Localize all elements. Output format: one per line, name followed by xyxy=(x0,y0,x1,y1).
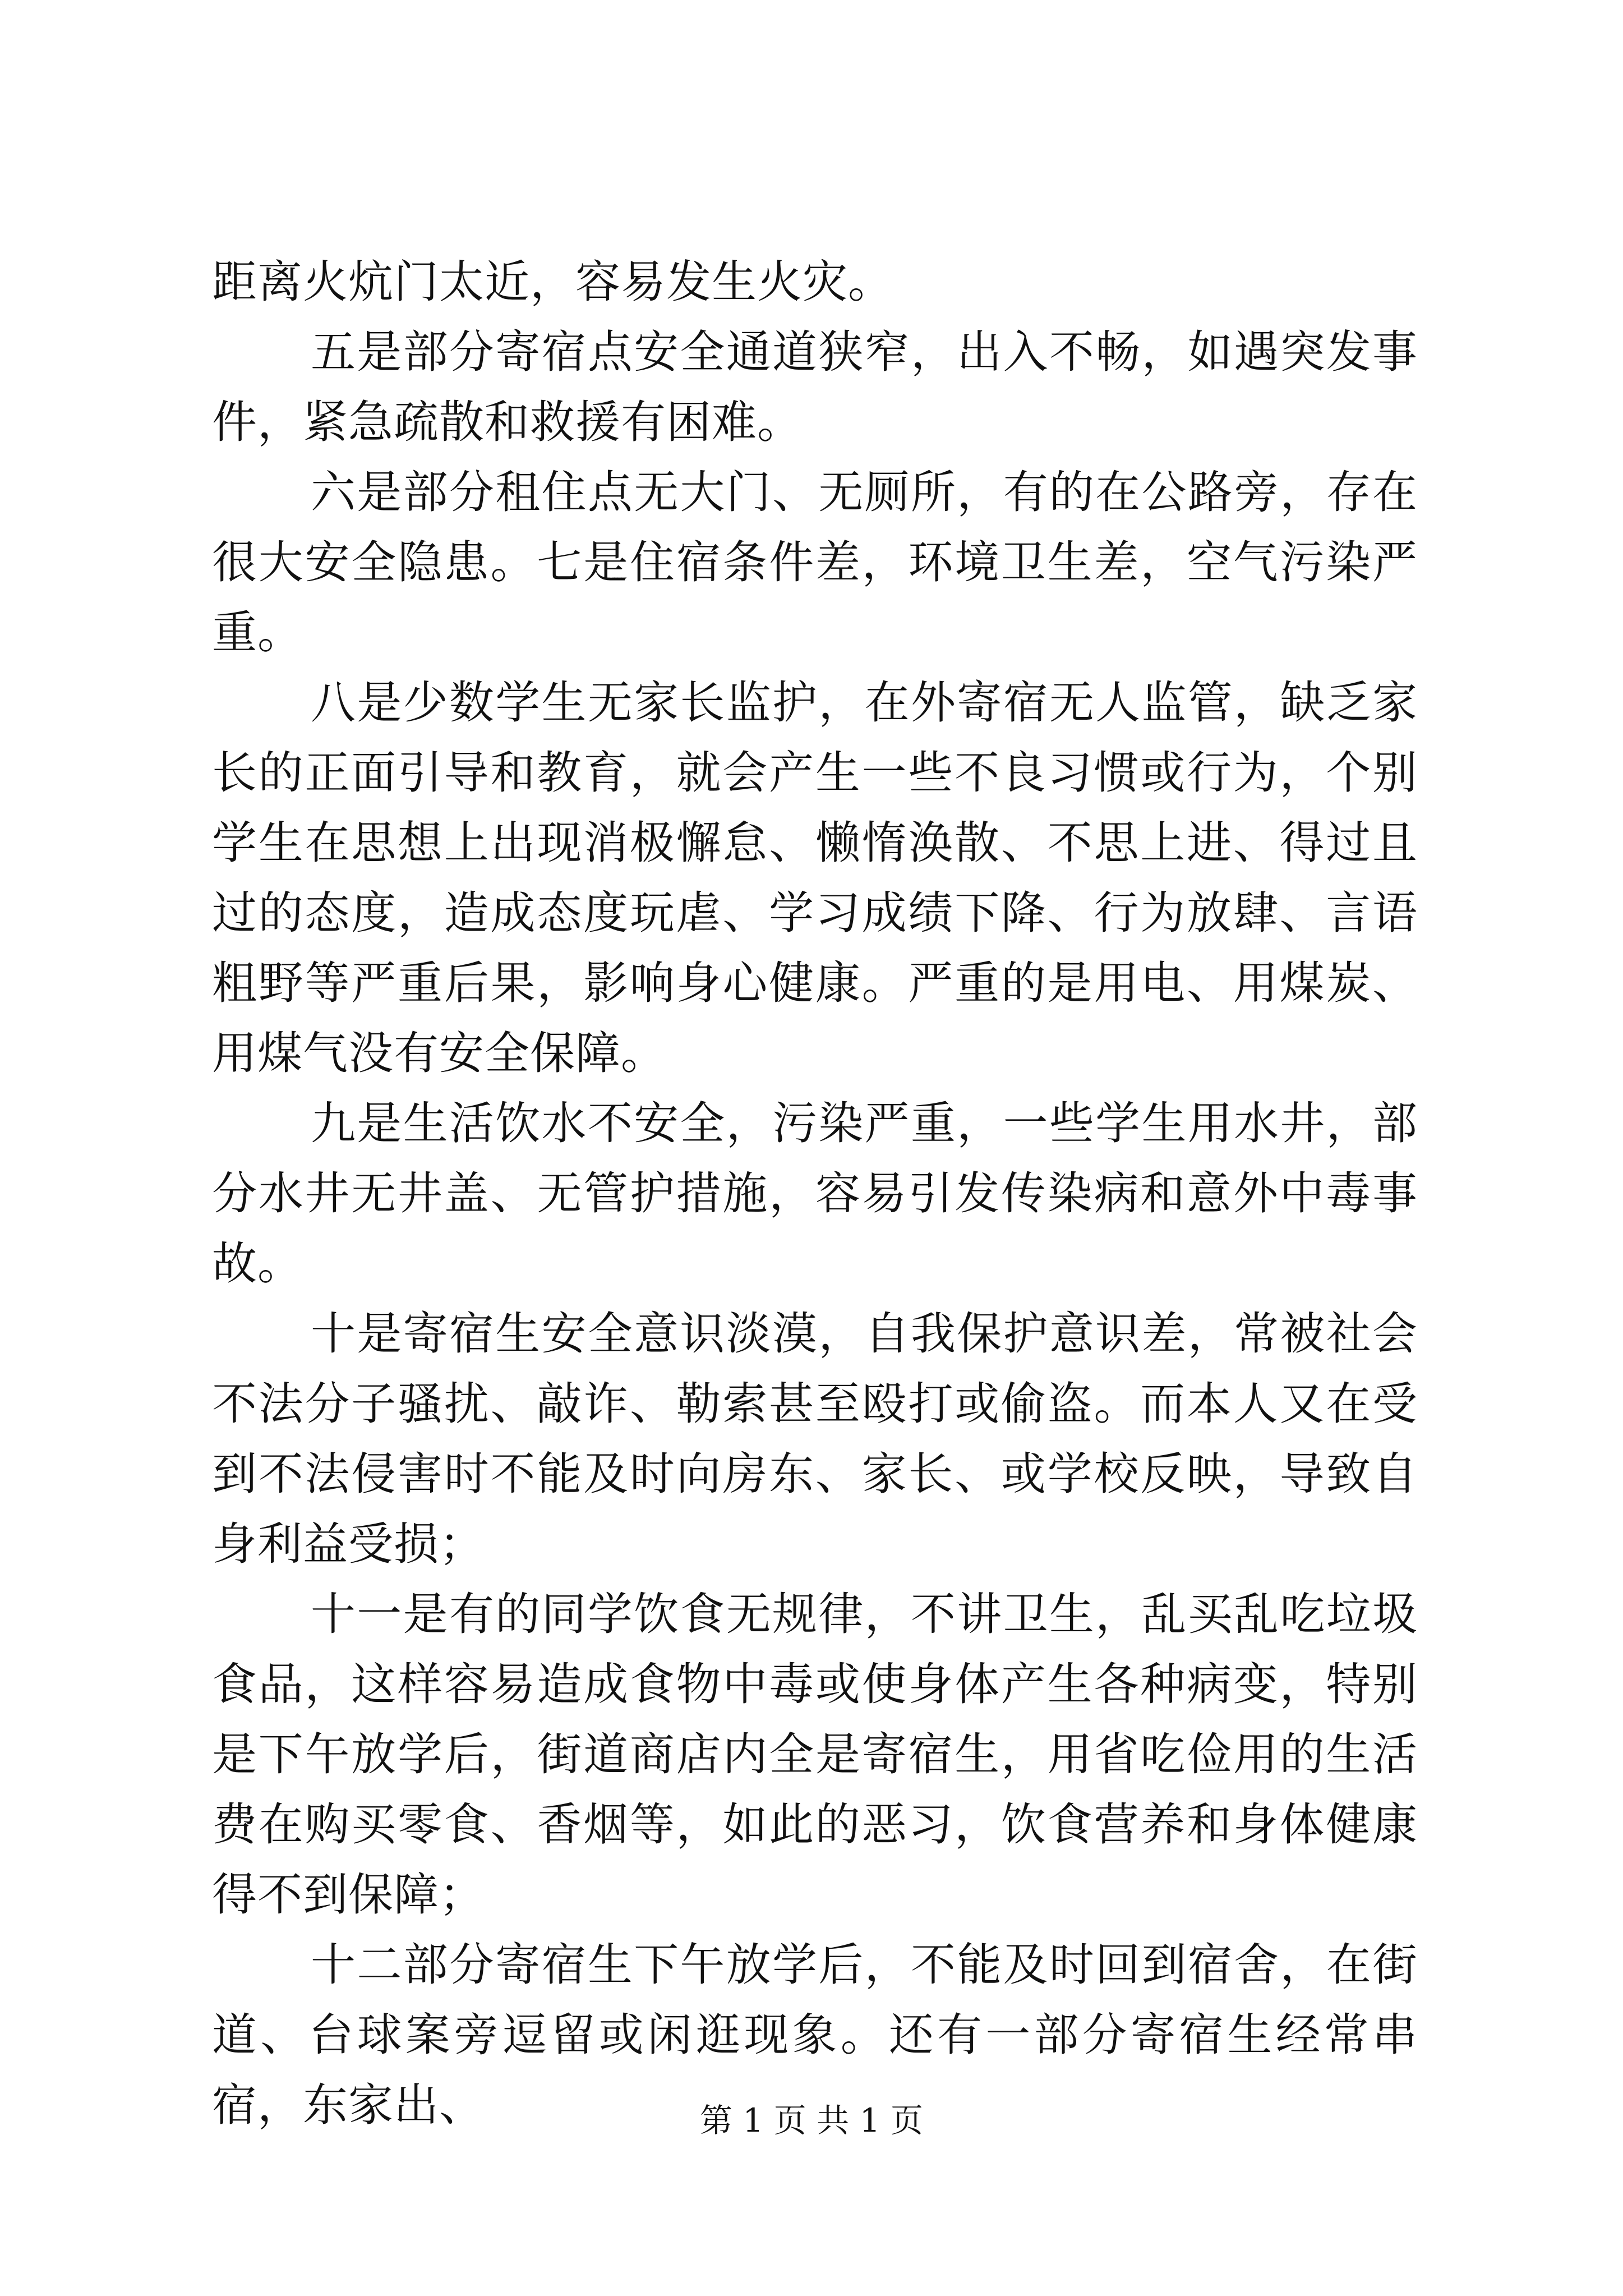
paragraph-item-9: 九是生活饮水不安全，污染严重，一些学生用水井，部分水井无井盖、无管护措施，容易引发传染病和意外中毒事故。 xyxy=(212,1097,1418,1290)
page-footer: 第 1 页 共 1 页 xyxy=(700,2101,923,2139)
paragraph-item-6-7: 六是部分租住点无大门、无厕所，有的在公路旁，存在很大安全隐患。七是住宿条件差，环境卫生差，空气污染严重。 xyxy=(212,466,1418,659)
document-body xyxy=(212,247,1418,2140)
paragraph-item-12: 十二部分寄宿生下午放学后，不能及时回到宿舍，在街道、台球案旁逗留或闲逛现象。还有一部分寄宿生经常串宿，东家出、 xyxy=(212,1939,1418,2131)
paragraph-continuation: 距离火炕门太近，容易发生火灾。 xyxy=(212,256,893,308)
paragraph-item-11: 十一是有的同学饮食无规律，不讲卫生，乱买乱吃垃圾食品，这样容易造成食物中毒或使身体产生各种病变，特别是下午放学后，街道商店内全是寄宿生，用省吃俭用的生活费在购买零食、香烟等，如此的恶习，饮食营养和身体健康得不到保障； xyxy=(212,1588,1418,1921)
paragraph-item-10: 十是寄宿生安全意识淡漠，自我保护意识差，常被社会不法分子骚扰、敲诈、勒索甚至殴打或偷盗。而本人又在受到不法侵害时不能及时向房东、家长、或学校反映，导致自身利益受损； xyxy=(212,1308,1418,1570)
paragraph-item-5: 五是部分寄宿点安全通道狭窄，出入不畅，如遇突发事件，紧急疏散和救援有困难。 xyxy=(212,326,1418,448)
paragraph-item-8: 八是少数学生无家长监护，在外寄宿无人监管，缺乏家长的正面引导和教育，就会产生一些不良习惯或行为，个别学生在思想上出现消极懈怠、懒惰涣散、不思上进、得过且过的态度，造成态度玩虐、学习成绩下降、行为放肆、言语粗野等严重后果，影响身心健康。严重的是用电、用煤炭、用煤气没有安全保障。 xyxy=(212,677,1418,1079)
